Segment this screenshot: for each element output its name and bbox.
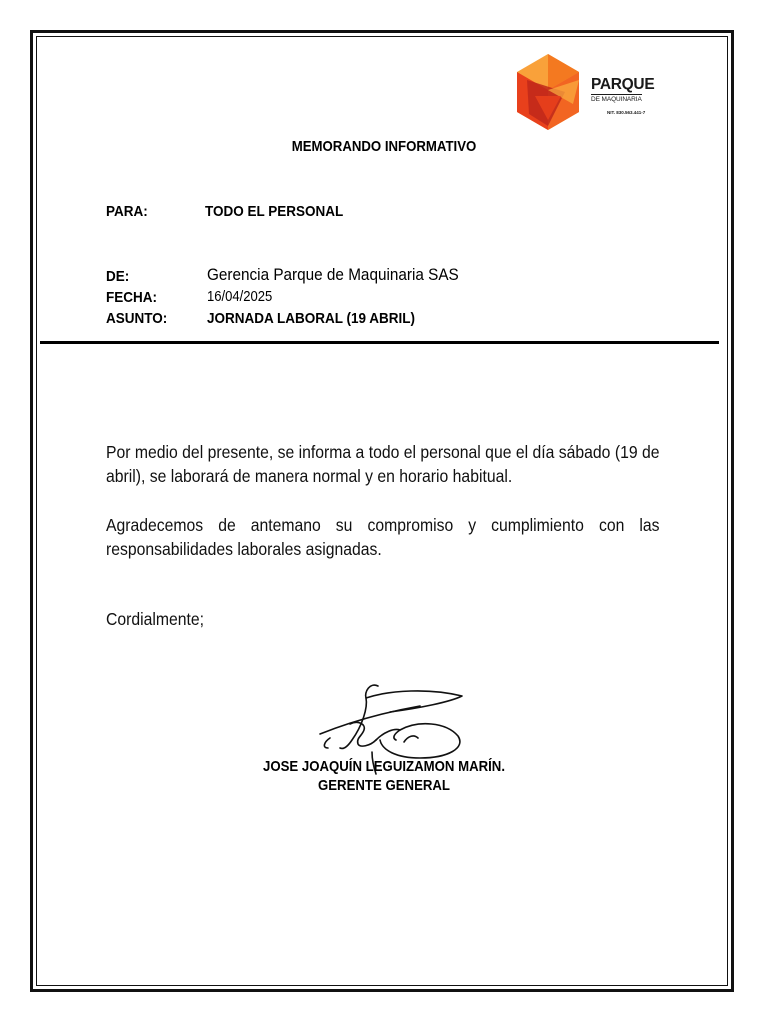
para-value: TODO EL PERSONAL — [205, 203, 344, 220]
body-paragraph-2: Agradecemos de antemano su compromiso y cumplimiento con las responsabilidades laborales asignadas. — [106, 515, 660, 559]
asunto-value: JORNADA LABORAL (19 ABRIL) — [207, 310, 416, 327]
logo-wordmark: PARQUE — [591, 76, 655, 93]
logo-subtitle: DE MAQUINARIA — [591, 96, 642, 103]
signatory-role: GERENTE GENERAL — [317, 777, 450, 794]
asunto-label: ASUNTO: — [106, 310, 168, 327]
signatory-name: JOSE JOAQUÍN LEGUIZAMON MARÍN. — [262, 758, 506, 775]
page-border-inner — [36, 36, 728, 986]
para-label: PARA: — [106, 203, 148, 220]
fecha-label: FECHA: — [106, 289, 158, 306]
de-value: Gerencia Parque de Maquinaria SAS — [207, 265, 459, 284]
de-label: DE: — [106, 268, 130, 285]
logo-nit: NIT. 830.563.441-7 — [607, 110, 646, 115]
body-paragraph-1: Por medio del presente, se informa a todo el personal que el día sábado (19 de abril), se laborará de manera normal y en horario habitual. — [106, 442, 660, 486]
header-divider — [40, 341, 719, 344]
logo-hexagon-icon — [515, 52, 585, 134]
closing-text: Cordialmente; — [106, 609, 205, 629]
fecha-value: 16/04/2025 — [207, 289, 273, 305]
company-logo — [515, 52, 665, 134]
memo-title: MEMORANDO INFORMATIVO — [291, 138, 477, 155]
